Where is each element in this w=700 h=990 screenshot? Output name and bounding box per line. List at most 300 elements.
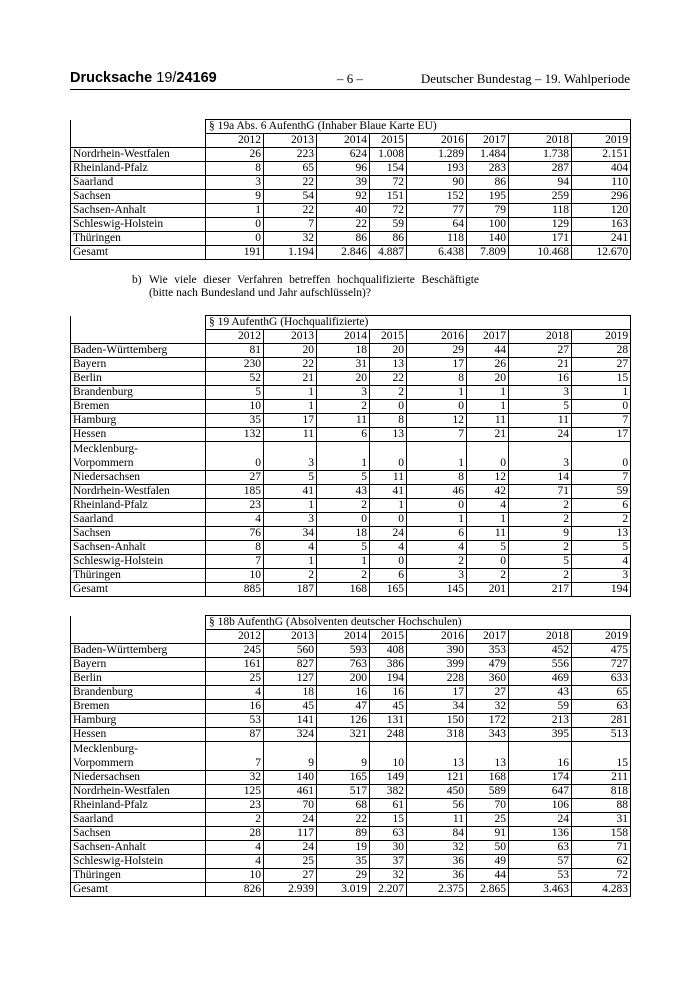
value-cell: 35 [317, 855, 370, 869]
table-row [71, 569, 631, 583]
value-cell: 395 [509, 728, 572, 742]
header-rule [70, 89, 630, 90]
value-cell: 1 [370, 499, 407, 513]
value-cell: 25 [467, 813, 509, 827]
value-cell: 152 [407, 190, 467, 204]
table-row [71, 714, 631, 728]
value-cell: 18 [264, 686, 317, 700]
value-cell: 194 [572, 583, 631, 597]
value-cell: 2.846 [317, 246, 370, 260]
state-label: Thüringen [71, 869, 206, 883]
year-header: 2017 [467, 630, 509, 644]
value-cell: 13 [370, 358, 407, 372]
value-cell: 4 [370, 541, 407, 555]
year-header: 2019 [572, 630, 631, 644]
value-cell: 63 [572, 700, 631, 714]
year-header: 2016 [407, 630, 467, 644]
value-cell: 5 [206, 386, 264, 400]
value-cell: 3.463 [509, 883, 572, 897]
state-label: Rheinland-Pfalz [71, 799, 206, 813]
value-cell: 560 [264, 644, 317, 658]
value-cell: 125 [206, 785, 264, 799]
table-row [71, 658, 631, 672]
value-cell: 26 [467, 358, 509, 372]
value-cell: 4 [407, 541, 467, 555]
state-label: Baden-Württemberg [71, 644, 206, 658]
value-cell: 20 [467, 372, 509, 386]
value-cell: 399 [407, 658, 467, 672]
year-header: 2018 [509, 330, 572, 344]
value-cell: 161 [206, 658, 264, 672]
value-cell: 1.484 [467, 148, 509, 162]
state-label [71, 742, 206, 771]
value-cell: 647 [509, 785, 572, 799]
value-cell: 6 [407, 527, 467, 541]
value-cell: 10 [206, 869, 264, 883]
value-cell: 44 [467, 344, 509, 358]
value-cell: 1 [467, 386, 509, 400]
value-cell: 79 [467, 204, 509, 218]
value-cell: 52 [206, 372, 264, 386]
empty-corner-cell [71, 316, 206, 330]
value-cell: 20 [317, 372, 370, 386]
value-cell: 404 [572, 162, 631, 176]
value-cell: 193 [407, 162, 467, 176]
value-cell: 633 [572, 672, 631, 686]
value-cell: 32 [467, 700, 509, 714]
state-label: Hessen [71, 428, 206, 442]
value-cell: 90 [407, 176, 467, 190]
table-row [71, 686, 631, 700]
year-header: 2016 [407, 134, 467, 148]
table-row [71, 541, 631, 555]
value-cell: 281 [572, 714, 631, 728]
state-label: Bremen [71, 400, 206, 414]
value-cell: 149 [370, 771, 407, 785]
value-cell: 31 [572, 813, 631, 827]
value-cell: 39 [317, 176, 370, 190]
value-cell: 1 [467, 400, 509, 414]
value-cell: 8 [407, 372, 467, 386]
value-cell: 43 [317, 485, 370, 499]
state-label-line2: Vorpommern [73, 757, 134, 769]
year-header: 2016 [407, 330, 467, 344]
state-label: Sachsen-Anhalt [71, 204, 206, 218]
value-cell: 11 [467, 414, 509, 428]
value-cell: 2 [317, 400, 370, 414]
year-header: 2013 [264, 134, 317, 148]
value-cell: 59 [572, 485, 631, 499]
value-cell: 4 [206, 841, 264, 855]
table-row [71, 204, 631, 218]
state-label: Gesamt [71, 883, 206, 897]
value-cell: 12 [467, 471, 509, 485]
value-cell: 68 [317, 799, 370, 813]
value-cell: 141 [264, 714, 317, 728]
value-cell: 15 [370, 813, 407, 827]
value-cell: 0 [206, 232, 264, 246]
table-row [71, 813, 631, 827]
value-cell: 8 [206, 162, 264, 176]
value-cell: 287 [509, 162, 572, 176]
value-cell: 7.809 [467, 246, 509, 260]
table-title-row [71, 316, 631, 330]
value-cell: 7 [572, 471, 631, 485]
value-cell: 21 [467, 428, 509, 442]
value-cell: 63 [370, 827, 407, 841]
value-cell: 65 [572, 686, 631, 700]
value-cell: 213 [509, 714, 572, 728]
parliament-label: Deutscher Bundestag – 19. Wahlperiode [420, 71, 630, 86]
value-cell: 47 [317, 700, 370, 714]
state-label: Niedersachsen [71, 771, 206, 785]
value-cell: 450 [407, 785, 467, 799]
value-cell: 7 [264, 218, 317, 232]
value-cell: 61 [370, 799, 407, 813]
value-cell: 324 [264, 728, 317, 742]
table-row [71, 485, 631, 499]
value-cell: 65 [264, 162, 317, 176]
value-cell: 2 [509, 541, 572, 555]
state-label: Hamburg [71, 714, 206, 728]
year-header: 2012 [206, 330, 264, 344]
value-cell: 154 [370, 162, 407, 176]
value-cell: 1 [467, 513, 509, 527]
value-cell: 136 [509, 827, 572, 841]
value-cell: 140 [467, 232, 509, 246]
year-header-row [71, 134, 631, 148]
value-cell: 513 [572, 728, 631, 742]
value-cell: 25 [264, 855, 317, 869]
value-cell: 10 [370, 742, 407, 771]
value-cell: 479 [467, 658, 509, 672]
value-cell: 382 [370, 785, 407, 799]
value-cell: 140 [264, 771, 317, 785]
table-row [71, 827, 631, 841]
value-cell: 2 [206, 813, 264, 827]
value-cell: 12.670 [572, 246, 631, 260]
value-cell: 10 [206, 569, 264, 583]
year-header: 2014 [317, 330, 370, 344]
table-row [71, 513, 631, 527]
value-cell: 17 [407, 686, 467, 700]
table-row [71, 841, 631, 855]
value-cell: 0 [370, 513, 407, 527]
value-cell: 25 [206, 672, 264, 686]
value-cell: 71 [572, 841, 631, 855]
value-cell: 121 [407, 771, 467, 785]
value-cell: 17 [572, 428, 631, 442]
empty-corner-cell [71, 330, 206, 344]
table-row [71, 148, 631, 162]
value-cell: 2 [317, 499, 370, 513]
value-cell: 23 [206, 799, 264, 813]
year-header: 2017 [467, 134, 509, 148]
state-label: Sachsen-Anhalt [71, 841, 206, 855]
value-cell: 41 [370, 485, 407, 499]
value-cell: 57 [509, 855, 572, 869]
value-cell: 165 [317, 771, 370, 785]
value-cell: 24 [264, 813, 317, 827]
value-cell: 13 [572, 527, 631, 541]
table-row [71, 555, 631, 569]
value-cell: 16 [370, 686, 407, 700]
state-label: Berlin [71, 372, 206, 386]
value-cell: 19 [317, 841, 370, 855]
value-cell: 32 [264, 232, 317, 246]
state-label: Berlin [71, 672, 206, 686]
value-cell: 100 [467, 218, 509, 232]
state-label: Saarland [71, 176, 206, 190]
value-cell: 624 [317, 148, 370, 162]
value-cell: 40 [317, 204, 370, 218]
value-cell: 84 [407, 827, 467, 841]
value-cell: 283 [467, 162, 509, 176]
value-cell: 36 [407, 855, 467, 869]
value-cell: 5 [264, 471, 317, 485]
year-header: 2015 [370, 330, 407, 344]
value-cell: 4 [572, 555, 631, 569]
value-cell: 29 [407, 344, 467, 358]
table-row [71, 672, 631, 686]
value-cell: 1 [572, 386, 631, 400]
value-cell: 17 [407, 358, 467, 372]
page-number: – 6 – [337, 71, 363, 86]
value-cell: 22 [264, 176, 317, 190]
value-cell: 1 [264, 386, 317, 400]
value-cell: 151 [370, 190, 407, 204]
value-cell: 360 [467, 672, 509, 686]
state-label: Saarland [71, 813, 206, 827]
value-cell: 88 [572, 799, 631, 813]
year-header: 2019 [572, 330, 631, 344]
value-cell: 21 [264, 372, 317, 386]
state-label: Bremen [71, 700, 206, 714]
state-label: Bayern [71, 358, 206, 372]
value-cell: 13 [370, 428, 407, 442]
value-cell: 3 [572, 569, 631, 583]
value-cell: 16 [317, 686, 370, 700]
value-cell: 187 [264, 583, 317, 597]
value-cell: 15 [572, 372, 631, 386]
value-cell: 28 [206, 827, 264, 841]
value-cell: 3 [264, 442, 317, 471]
table-highly-qualified [70, 315, 631, 597]
value-cell: 5 [317, 471, 370, 485]
value-cell: 10.468 [509, 246, 572, 260]
state-label: Sachsen [71, 190, 206, 204]
value-cell: 145 [407, 583, 467, 597]
value-cell: 17 [264, 414, 317, 428]
table-title-row [71, 616, 631, 630]
value-cell: 296 [572, 190, 631, 204]
value-cell: 22 [370, 372, 407, 386]
value-cell: 27 [572, 358, 631, 372]
value-cell: 0 [317, 513, 370, 527]
table-blue-card [70, 119, 631, 260]
value-cell: 24 [264, 841, 317, 855]
value-cell: 2 [370, 386, 407, 400]
value-cell: 8 [370, 414, 407, 428]
value-cell: 15 [572, 742, 631, 771]
table-graduates [70, 615, 631, 897]
table-row [71, 644, 631, 658]
value-cell: 1 [264, 400, 317, 414]
table-row [71, 799, 631, 813]
table-row [71, 358, 631, 372]
value-cell: 2 [407, 555, 467, 569]
value-cell: 248 [370, 728, 407, 742]
year-header: 2019 [572, 134, 631, 148]
year-header: 2014 [317, 630, 370, 644]
value-cell: 0 [467, 555, 509, 569]
year-header-row [71, 630, 631, 644]
value-cell: 1 [264, 555, 317, 569]
value-cell: 4 [467, 499, 509, 513]
value-cell: 8 [407, 471, 467, 485]
value-cell: 21 [509, 358, 572, 372]
value-cell: 3 [264, 513, 317, 527]
year-header-row [71, 330, 631, 344]
value-cell: 37 [370, 855, 407, 869]
value-cell: 20 [264, 344, 317, 358]
value-cell: 353 [467, 644, 509, 658]
value-cell: 24 [509, 428, 572, 442]
table-row [71, 869, 631, 883]
value-cell: 22 [317, 813, 370, 827]
value-cell: 43 [509, 686, 572, 700]
value-cell: 32 [370, 869, 407, 883]
value-cell: 1 [317, 555, 370, 569]
value-cell: 0 [370, 400, 407, 414]
year-header: 2012 [206, 134, 264, 148]
value-cell: 211 [572, 771, 631, 785]
value-cell: 129 [509, 218, 572, 232]
table-row [71, 344, 631, 358]
value-cell: 0 [407, 400, 467, 414]
table-title: § 19 AufenthG (Hochqualifizierte) [206, 316, 631, 330]
value-cell: 7 [572, 414, 631, 428]
value-cell: 81 [206, 344, 264, 358]
value-cell: 71 [509, 485, 572, 499]
value-cell: 9 [206, 190, 264, 204]
value-cell: 1.194 [264, 246, 317, 260]
value-cell: 827 [264, 658, 317, 672]
value-cell: 86 [317, 232, 370, 246]
value-cell: 1 [317, 442, 370, 471]
state-label: Schleswig-Holstein [71, 218, 206, 232]
value-cell: 168 [317, 583, 370, 597]
value-cell: 1.738 [509, 148, 572, 162]
table-title: § 18b AufenthG (Absolventen deutscher Hochschulen) [206, 616, 631, 630]
value-cell: 1.289 [407, 148, 467, 162]
value-cell: 195 [467, 190, 509, 204]
value-cell: 2.207 [370, 883, 407, 897]
value-cell: 70 [264, 799, 317, 813]
table-row [71, 190, 631, 204]
value-cell: 7 [206, 742, 264, 771]
empty-corner-cell [71, 616, 206, 630]
value-cell: 343 [467, 728, 509, 742]
value-cell: 32 [206, 771, 264, 785]
table-row [71, 162, 631, 176]
value-cell: 3 [206, 176, 264, 190]
value-cell: 2.375 [407, 883, 467, 897]
value-cell: 150 [407, 714, 467, 728]
year-header: 2013 [264, 630, 317, 644]
value-cell: 36 [407, 869, 467, 883]
value-cell: 2 [509, 513, 572, 527]
value-cell: 117 [264, 827, 317, 841]
value-cell: 132 [206, 428, 264, 442]
value-cell: 321 [317, 728, 370, 742]
state-label: Rheinland-Pfalz [71, 499, 206, 513]
value-cell: 118 [407, 232, 467, 246]
value-cell: 9 [264, 742, 317, 771]
table-row [71, 728, 631, 742]
value-cell: 24 [509, 813, 572, 827]
state-label: Thüringen [71, 569, 206, 583]
year-header: 2012 [206, 630, 264, 644]
table-row [71, 400, 631, 414]
value-cell: 120 [572, 204, 631, 218]
value-cell: 7 [407, 428, 467, 442]
value-cell: 32 [407, 841, 467, 855]
value-cell: 228 [407, 672, 467, 686]
value-cell: 408 [370, 644, 407, 658]
question-text: Wie viele dieser Verfahren betreffen hochqualifizierte Beschäftigte (bitte nach Bundesland und Jahr aufschlüsseln)? [149, 274, 479, 299]
value-cell: 452 [509, 644, 572, 658]
year-header: 2015 [370, 630, 407, 644]
value-cell: 91 [467, 827, 509, 841]
value-cell: 3 [509, 386, 572, 400]
value-cell: 4 [206, 686, 264, 700]
value-cell: 885 [206, 583, 264, 597]
value-cell: 4 [206, 855, 264, 869]
state-label: Gesamt [71, 583, 206, 597]
value-cell: 826 [206, 883, 264, 897]
value-cell: 72 [572, 869, 631, 883]
value-cell: 0 [206, 218, 264, 232]
state-label: Sachsen [71, 827, 206, 841]
value-cell: 2.865 [467, 883, 509, 897]
value-cell: 11 [467, 527, 509, 541]
value-cell: 163 [572, 218, 631, 232]
value-cell: 12 [407, 414, 467, 428]
value-cell: 2.151 [572, 148, 631, 162]
value-cell: 70 [467, 799, 509, 813]
state-label: Nordrhein-Westfalen [71, 148, 206, 162]
value-cell: 589 [467, 785, 509, 799]
value-cell: 174 [509, 771, 572, 785]
value-cell: 475 [572, 644, 631, 658]
table-row [71, 428, 631, 442]
value-cell: 50 [467, 841, 509, 855]
value-cell: 59 [370, 218, 407, 232]
value-cell: 14 [509, 471, 572, 485]
value-cell: 127 [264, 672, 317, 686]
value-cell: 763 [317, 658, 370, 672]
value-cell: 1.008 [370, 148, 407, 162]
value-cell: 223 [264, 148, 317, 162]
value-cell: 0 [206, 442, 264, 471]
state-label: Nordrhein-Westfalen [71, 785, 206, 799]
value-cell: 22 [264, 204, 317, 218]
state-label: Hamburg [71, 414, 206, 428]
value-cell: 3 [407, 569, 467, 583]
value-cell: 72 [370, 204, 407, 218]
value-cell: 0 [572, 400, 631, 414]
